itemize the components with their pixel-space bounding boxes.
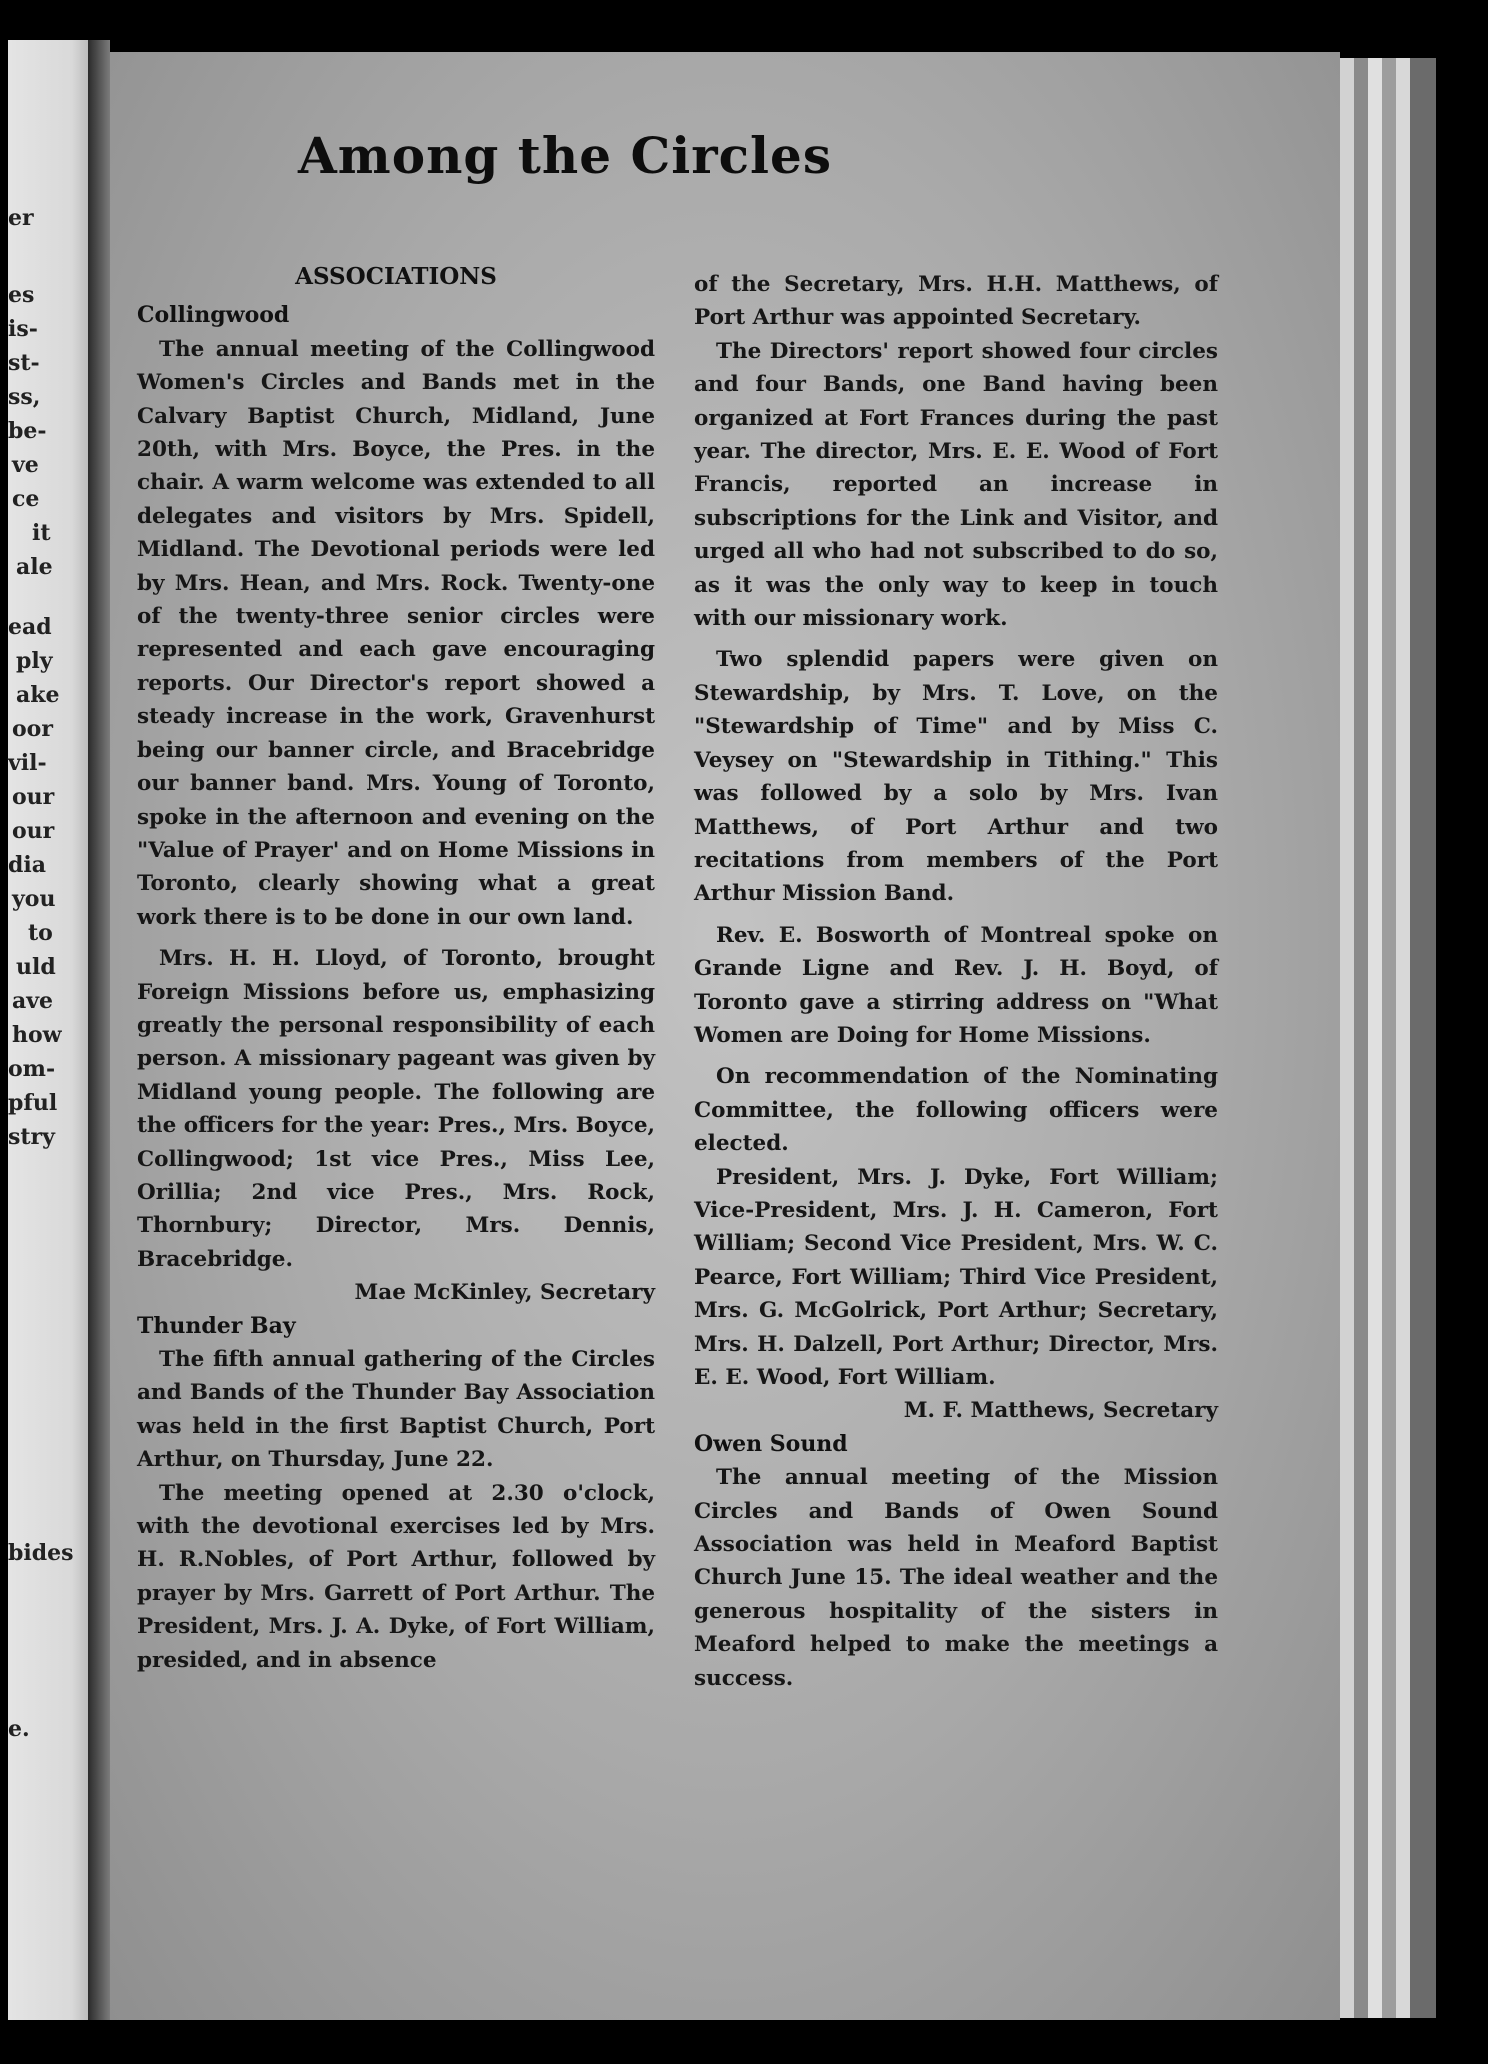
facing-page-fragment: es bbox=[8, 282, 35, 308]
facing-page-fragment: ale bbox=[16, 554, 53, 580]
facing-page-fragment: is- bbox=[8, 316, 38, 342]
section-heading-associations: ASSOCIATIONS bbox=[295, 263, 497, 290]
subheading-collingwood: Collingwood bbox=[137, 302, 290, 329]
book-gutter bbox=[88, 40, 110, 2020]
facing-page-fragment: ave bbox=[12, 988, 54, 1014]
facing-page-fragment: ply bbox=[16, 648, 53, 674]
facing-page-fragment: be- bbox=[8, 418, 47, 444]
paragraph: The annual meeting of the Collingwood Women's Circles and Bands met in the Calvary Baptist Church, Midland, June 20th, with Mrs. Boyce, the Pres. in the chair. A warm welcome was extended to all delegates and visitors by Mrs. Spidell, Midland. The Devotional periods were led by Mrs. Hean, and Mrs. Rock. Twenty-one of the twenty-three senior circles were represented and each gave encouraging reports. Our Director's report showed a steady increase in the work, Gravenhurst being our banner circle, and Bracebridge our banner band. Mrs. Young of Toronto, spoke in the afternoon and evening on the "Value of Prayer' and on Home Missions in Toronto, clearly showing what a great work there is to be done in our own land. bbox=[137, 336, 655, 930]
facing-page-fragment: ss, bbox=[8, 384, 41, 410]
signature: Mae McKinley, Secretary bbox=[354, 1280, 655, 1306]
left-column bbox=[137, 260, 655, 1677]
facing-page-fragment: to bbox=[28, 920, 53, 946]
facing-page-fragment: how bbox=[12, 1022, 62, 1048]
page-edge bbox=[1396, 58, 1410, 2018]
facing-page-fragment: uld bbox=[16, 954, 56, 980]
facing-page-fragment: stry bbox=[8, 1124, 55, 1150]
facing-page-fragment: om- bbox=[8, 1056, 56, 1082]
page-edge bbox=[1340, 58, 1354, 2018]
facing-page-fragment: st- bbox=[8, 350, 40, 376]
paragraph: The meeting opened at 2.30 o'clock, with the devotional exercises led by Mrs. H. R.Nobles, of Port Arthur, followed by prayer by Mrs. Garrett of Port Arthur. The President, Mrs. J. A. Dyke, of Fort William, presided, and in absence bbox=[137, 1480, 655, 1673]
subheading-owen-sound: Owen Sound bbox=[694, 1430, 848, 1457]
subheading-thunder-bay: Thunder Bay bbox=[137, 1312, 296, 1339]
paragraph: The annual meeting of the Mission Circles and Bands of Owen Sound Association was held in Meaford Baptist Church June 15. The ideal weather and the generous hospitality of the sisters in Meaford helped to make the meetings a success. bbox=[694, 1465, 1218, 1691]
paragraph: On recommendation of the Nominating Committee, the following officers were elected. bbox=[694, 1064, 1218, 1157]
paragraph: President, Mrs. J. Dyke, Fort William; Vice-President, Mrs. J. H. Cameron, Fort William; Second Vice President, Mrs. W. C. Pearce, Fort William; Third Vice President, Mrs. G. McGolrick, Port Arthur; Secretary, Mrs. H. Dalzell, Port Arthur; Director, Mrs. E. E. Wood, Fort William. bbox=[694, 1164, 1218, 1390]
paragraph-continued: of the Secretary, Mrs. H.H. Matthews, of Port Arthur was appointed Secretary. bbox=[694, 272, 1218, 331]
facing-page-fragment: ead bbox=[8, 614, 52, 640]
page-edge bbox=[1354, 58, 1368, 2018]
facing-page-fragment: it bbox=[32, 520, 51, 546]
facing-page-fragment: dia bbox=[8, 852, 46, 878]
facing-page-fragment: bides bbox=[8, 1540, 74, 1566]
paragraph: The Directors' report showed four circles and four Bands, one Band having been organized at Fort Frances during the past year. The director, Mrs. E. E. Wood of Fort Francis, reported an increase in subscriptions for the Link and Visitor, and urged all who had not subscribed to do so, as it was the only way to keep in touch with our missionary work. bbox=[694, 338, 1218, 632]
page-edge bbox=[1368, 58, 1382, 2018]
page-edge bbox=[1382, 58, 1396, 2018]
paragraph: Mrs. H. H. Lloyd, of Toronto, brought Foreign Missions before us, emphasizing greatly the personal responsibility of each person. A missionary pageant was given by Midland young people. The following are the officers for the year: Pres., Mrs. Boyce, Collingwood; 1st vice Pres., Miss Lee, Orillia; 2nd vice Pres., Mrs. Rock, Thornbury; Director, Mrs. Dennis, Bracebridge. bbox=[137, 946, 655, 1272]
page-title: Among the Circles bbox=[298, 126, 832, 185]
paragraph: Rev. E. Bosworth of Montreal spoke on Grande Ligne and Rev. J. H. Boyd, of Toronto gave a stirring address on "What Women are Doing for Home Missions. bbox=[694, 922, 1218, 1048]
signature: M. F. Matthews, Secretary bbox=[903, 1398, 1218, 1424]
facing-page-fragment: vil- bbox=[8, 750, 47, 776]
facing-page-fragment: e. bbox=[8, 1716, 30, 1742]
facing-page-fragment: our bbox=[12, 784, 55, 810]
facing-page-fragment: you bbox=[12, 886, 56, 912]
paragraph: The fifth annual gathering of the Circles and Bands of the Thunder Bay Association was held in the first Baptist Church, Port Arthur, on Thursday, June 22. bbox=[137, 1347, 655, 1473]
facing-page-fragment: oor bbox=[12, 716, 53, 742]
paragraph: Two splendid papers were given on Stewardship, by Mrs. T. Love, on the "Stewardship of Time" and by Miss C. Veysey on "Stewardship in Tithing." This was followed by a solo by Mrs. Ivan Matthews, of Port Arthur and two recitations from members of the Port Arthur Mission Band. bbox=[694, 647, 1218, 907]
facing-page-fragment: pful bbox=[8, 1090, 58, 1116]
facing-page-fragment: er bbox=[8, 205, 34, 231]
page-edge bbox=[1410, 58, 1436, 2018]
facing-page-fragment: ve bbox=[12, 452, 39, 478]
facing-page-fragment: our bbox=[12, 818, 55, 844]
facing-page-strip bbox=[8, 40, 88, 2020]
right-column bbox=[694, 268, 1218, 1695]
facing-page-fragment: ake bbox=[16, 682, 60, 708]
facing-page-fragment: ce bbox=[12, 486, 40, 512]
